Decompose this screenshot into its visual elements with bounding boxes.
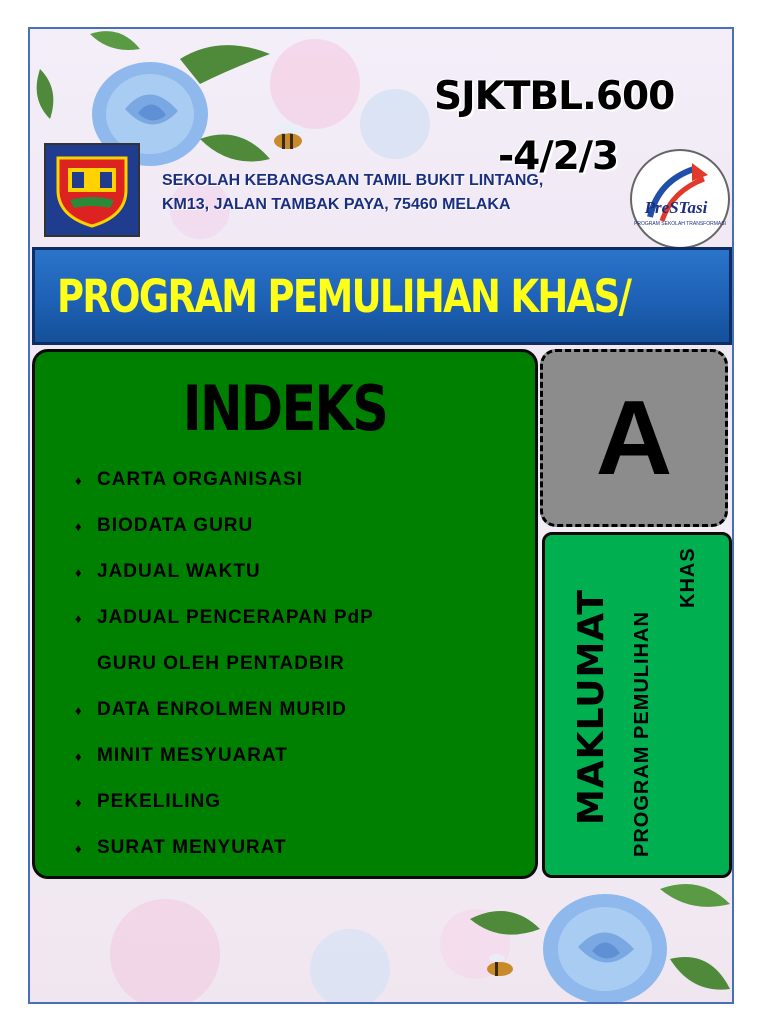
bokeh-decoration bbox=[360, 89, 430, 159]
index-item bbox=[75, 641, 374, 687]
vertical-main-label: MAKLUMAT bbox=[571, 589, 612, 825]
index-item bbox=[75, 825, 374, 871]
index-item bbox=[75, 687, 374, 733]
index-item-label: JADUAL WAKTU bbox=[97, 561, 261, 582]
index-list bbox=[75, 457, 374, 871]
document-code-line2: -4/2/3 bbox=[498, 134, 619, 179]
index-item-label: MINIT MESYUARAT bbox=[97, 745, 288, 766]
index-item bbox=[75, 503, 374, 549]
diamond-bullet-icon: ♦ bbox=[75, 748, 83, 764]
index-item bbox=[75, 549, 374, 595]
index-item-label: SURAT MENYURAT bbox=[97, 837, 287, 858]
bokeh-decoration bbox=[310, 929, 390, 1004]
index-item bbox=[75, 779, 374, 825]
index-item bbox=[75, 733, 374, 779]
index-item-label: CARTA ORGANISASI bbox=[97, 469, 303, 490]
diamond-bullet-icon: ♦ bbox=[75, 518, 83, 534]
index-item bbox=[75, 595, 374, 641]
index-item-label: JADUAL PENCERAPAN PdP bbox=[97, 607, 374, 628]
index-item-label: BIODATA GURU bbox=[97, 515, 254, 536]
diamond-bullet-icon: ♦ bbox=[75, 840, 83, 856]
document-page bbox=[28, 27, 734, 1004]
vertical-sub-label-2: KHAS bbox=[677, 547, 699, 608]
school-address-line: KM13, JALAN TAMBAK PAYA, 75460 MELAKA bbox=[162, 196, 511, 213]
diamond-bullet-icon: ♦ bbox=[75, 472, 83, 488]
vertical-sub-label-1: PROGRAM PEMULIHAN bbox=[631, 611, 653, 857]
logo-text: PreSTasi bbox=[644, 198, 708, 217]
blue-rose-icon bbox=[430, 869, 734, 1004]
bokeh-decoration bbox=[110, 899, 220, 1004]
index-panel bbox=[32, 349, 538, 879]
school-crest-logo bbox=[44, 143, 140, 237]
diamond-bullet-icon: ♦ bbox=[75, 702, 83, 718]
section-letter: A bbox=[595, 378, 673, 497]
logo-subtext: PROGRAM SEKOLAH TRANSFORMASI bbox=[634, 221, 726, 227]
index-item-label: PEKELILING bbox=[97, 791, 222, 812]
section-letter-box bbox=[540, 349, 728, 527]
shield-icon bbox=[50, 150, 134, 230]
program-banner bbox=[32, 247, 732, 345]
document-code-line1: SJKTBL.600 bbox=[434, 74, 675, 119]
diamond-bullet-icon: ♦ bbox=[75, 794, 83, 810]
section-info-box bbox=[542, 532, 732, 878]
school-address bbox=[162, 169, 642, 217]
index-item-label: GURU OLEH PENTADBIR bbox=[97, 653, 345, 674]
index-title: INDEKS bbox=[182, 372, 388, 445]
index-item bbox=[75, 457, 374, 503]
banner-title: PROGRAM PEMULIHAN KHAS/ bbox=[57, 269, 631, 323]
school-name-line: SEKOLAH KEBANGSAAN TAMIL BUKIT LINTANG, bbox=[162, 172, 544, 189]
diamond-bullet-icon: ♦ bbox=[75, 610, 83, 626]
index-item-label: DATA ENROLMEN MURID bbox=[97, 699, 347, 720]
diamond-bullet-icon: ♦ bbox=[75, 564, 83, 580]
